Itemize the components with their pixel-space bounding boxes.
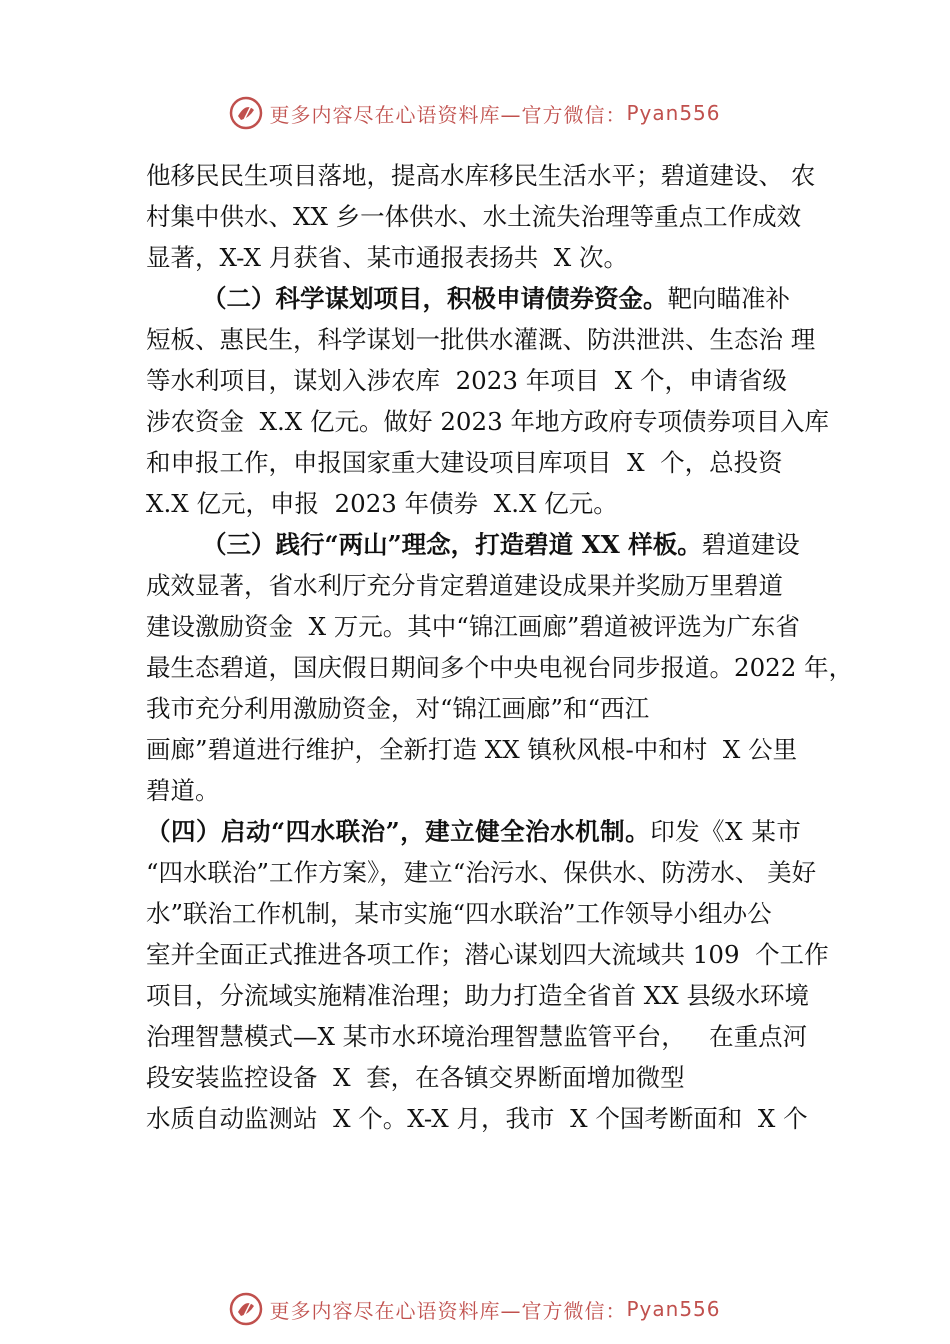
text-line: 村集中供水、XX 乡一体供水、水土流失治理等重点工作成效: [146, 202, 802, 231]
text-line: 项目，分流域实施精准治理；助力打造全省首 XX 县级水环境: [146, 981, 809, 1010]
text-run: 印发《X 某市: [650, 817, 802, 846]
watermark-footer: [0, 1292, 950, 1326]
text-line: X.X 亿元，申报 2023 年债券 X.X 亿元。: [146, 489, 618, 518]
paragraph-first-line: [146, 524, 836, 565]
watermark-text: 更多内容尽在心语资料库—官方微信：: [269, 1298, 627, 1323]
brand-logo-icon: [229, 1292, 263, 1326]
watermark-wechat-id: Pyan556: [626, 1297, 721, 1321]
text-line: 治理智慧模式—X 某市水环境治理智慧监管平台， 在重点河: [146, 1022, 808, 1051]
text-line: 建设激励资金 X 万元。其中“锦江画廊”碧道被评选为广东省: [146, 612, 800, 641]
text-line: “四水联治”工作方案》，建立“治污水、保供水、防涝水、 美好: [146, 858, 817, 887]
watermark-wechat-id: Pyan556: [626, 101, 721, 125]
text-line: 水”联治工作机制，某市实施“四水联治”工作领导小组办公: [146, 899, 772, 928]
text-line: 碧道。: [146, 776, 220, 805]
section-heading: （三）践行“两山”理念，打造碧道 XX 样板。: [202, 530, 702, 559]
text-line: 成效显著，省水利厅充分肯定碧道建设成果并奖励万里碧道: [146, 571, 783, 600]
text-line: 他移民民生项目落地，提高水库移民生活水平；碧道建设、 农: [146, 161, 816, 190]
section-heading: （四）启动“四水联治”，建立健全治水机制。: [146, 817, 651, 846]
section-heading: （二）科学谋划项目，积极申请债券资金。: [202, 284, 668, 313]
watermark-header: [0, 96, 950, 130]
text-line: 涉农资金 X.X 亿元。做好 2023 年地方政府专项债券项目入库: [146, 407, 829, 436]
text-line: 和申报工作，申报国家重大建设项目库项目 X 个，总投资: [146, 448, 783, 477]
text-line: 室并全面正式推进各项工作；潜心谋划四大流域共 109 个工作: [146, 940, 829, 969]
text-line: 显著，X-X 月获省、某市通报表扬共 X 次。: [146, 243, 629, 272]
text-run: 靶向瞄准补: [667, 284, 790, 313]
paragraph-first-line: [146, 811, 836, 852]
watermark-text: 更多内容尽在心语资料库—官方微信：: [269, 102, 627, 127]
paragraph-first-line: [146, 278, 836, 319]
text-line: 等水利项目，谋划入涉农库 2023 年项目 X 个，申请省级: [146, 366, 788, 395]
document-body: [146, 155, 854, 1139]
text-line: 短板、惠民生，科学谋划一批供水灌溉、防洪泄洪、生态治 理: [146, 325, 816, 354]
brand-logo-icon: [229, 96, 263, 130]
text-line: 水质自动监测站 X 个。X-X 月，我市 X 个国考断面和 X 个: [146, 1104, 808, 1133]
text-line: 我市充分利用激励资金，对“锦江画廊”和“西江: [146, 694, 650, 723]
text-line: 段安装监控设备 X 套，在各镇交界断面增加微型: [146, 1063, 685, 1092]
text-line: 最生态碧道，国庆假日期间多个中央电视台同步报道。2022 年，: [146, 653, 854, 682]
text-line: 画廊”碧道进行维护，全新打造 XX 镇秋风根-中和村 X 公里: [146, 735, 798, 764]
text-run: 碧道建设: [701, 530, 800, 559]
